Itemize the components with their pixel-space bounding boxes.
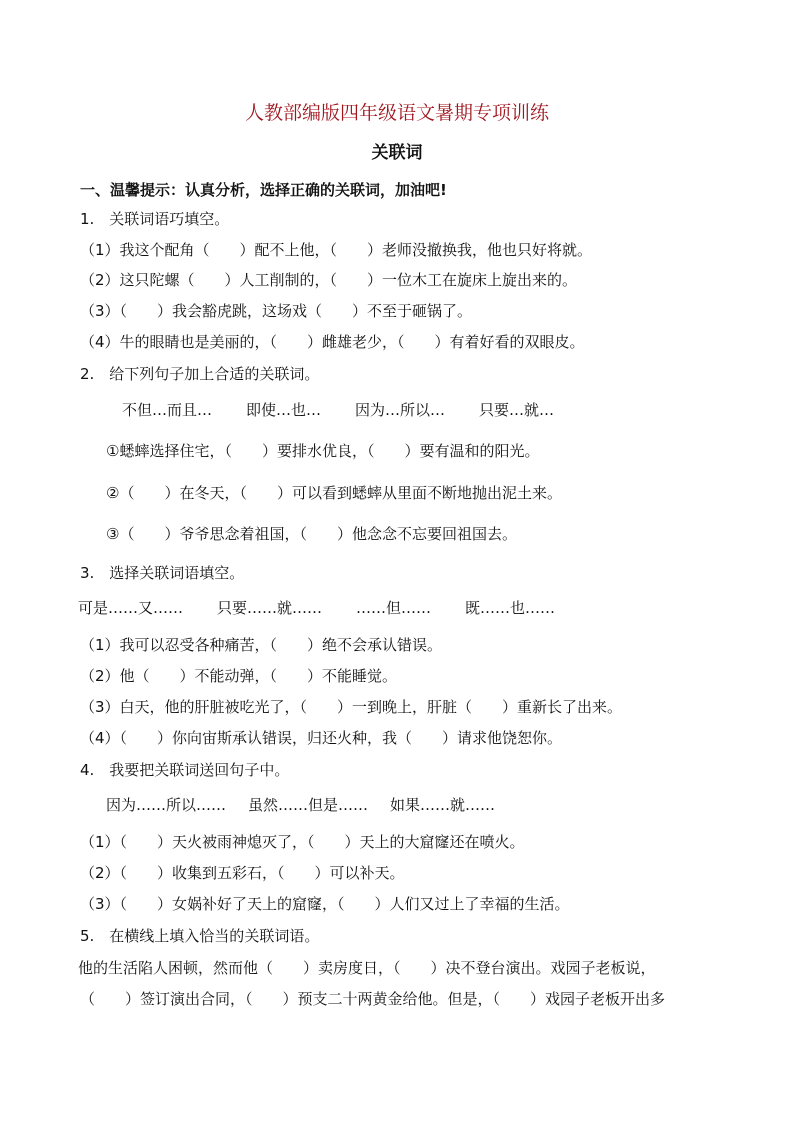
question-3-options — [78, 598, 589, 618]
option-word: 只要…就… — [479, 401, 555, 419]
question-4-item: （2）（ ）收集到五彩石，（ ）可以补天。 — [80, 864, 405, 882]
question-3-item: （4）（ ）你向宙斯承认错误，归还火种，我（ ）请求他饶恕你。 — [80, 729, 563, 747]
question-4-options — [106, 795, 529, 815]
question-3-item: （2）他（ ）不能动弹，（ ）不能睡觉。 — [80, 667, 398, 685]
option-word: 不但…而且… — [122, 401, 213, 419]
option-word: 可是……又…… — [78, 599, 184, 617]
question-2-item: ③（ ）爷爷思念着祖国，（ ）他念念不忘要回祖国去。 — [106, 525, 517, 543]
question-1-heading: 1. 关联词语巧填空。 — [80, 210, 230, 228]
question-3-item: （1）我可以忍受各种痛苦，（ ）绝不会承认错误。 — [80, 636, 443, 654]
question-1-item: （2）这只陀螺（ ）人工削制的，（ ）一位木工在旋床上旋出来的。 — [80, 271, 578, 289]
question-1-item: （3）（ ）我会豁虎跳，这场戏（ ）不至于砸锅了。 — [80, 302, 473, 320]
question-1-item: （4）牛的眼睛也是美丽的，（ ）雌雄老少，（ ）有着好看的双眼皮。 — [80, 333, 585, 351]
option-word: 因为……所以…… — [106, 796, 227, 814]
question-2-heading: 2. 给下列句子加上合适的关联词。 — [80, 365, 320, 383]
question-4-item: （1）（ ）天火被雨神熄灭了，（ ）天上的大窟窿还在喷火。 — [80, 833, 525, 851]
option-word: 只要……就…… — [217, 599, 323, 617]
question-2-item: ②（ ）在冬天，（ ）可以看到蟋蟀从里面不断地抛出泥土来。 — [106, 484, 562, 502]
section-heading: 一、温馨提示：认真分析，选择正确的关联词，加油吧! — [80, 181, 447, 199]
option-word: 既……也…… — [465, 599, 556, 617]
question-5-heading: 5. 在横线上填入恰当的关联词语。 — [80, 927, 320, 945]
option-word: ……但…… — [356, 599, 432, 617]
option-word: 如果……就…… — [390, 796, 496, 814]
page-title: 人教部编版四年级语文暑期专项训练 — [244, 102, 549, 124]
option-word: 即使…也… — [246, 401, 322, 419]
question-3-item: （3）白天，他的肝脏被吃光了，（ ）一到晚上，肝脏（ ）重新长了出来。 — [80, 698, 623, 716]
question-4-item: （3）（ ）女娲补好了天上的窟窿，（ ）人们又过上了幸福的生活。 — [80, 895, 570, 913]
question-4-heading: 4. 我要把关联词送回句子中。 — [80, 761, 290, 779]
question-1-item: （1）我这个配角（ ）配不上他，（ ）老师没撤换我，他也只好将就。 — [80, 241, 593, 259]
question-5-paragraph-line: （ ）签订演出合同，（ ）预支二十两黄金给他。但是，（ ）戏园子老板开出多 — [80, 990, 666, 1008]
page-subtitle: 关联词 — [371, 143, 423, 163]
question-2-options — [122, 400, 588, 420]
question-5-paragraph-line: 他的生活陷人困顿，然而他（ ）卖房度日，（ ）决不登台演出。戏园子老板说， — [78, 959, 656, 977]
option-word: 因为…所以… — [355, 401, 446, 419]
option-word: 虽然……但是…… — [248, 796, 369, 814]
question-3-heading: 3. 选择关联词语填空。 — [80, 564, 245, 582]
question-2-item: ①蟋蟀选择住宅，（ ）要排水优良，（ ）要有温和的阳光。 — [106, 442, 540, 460]
